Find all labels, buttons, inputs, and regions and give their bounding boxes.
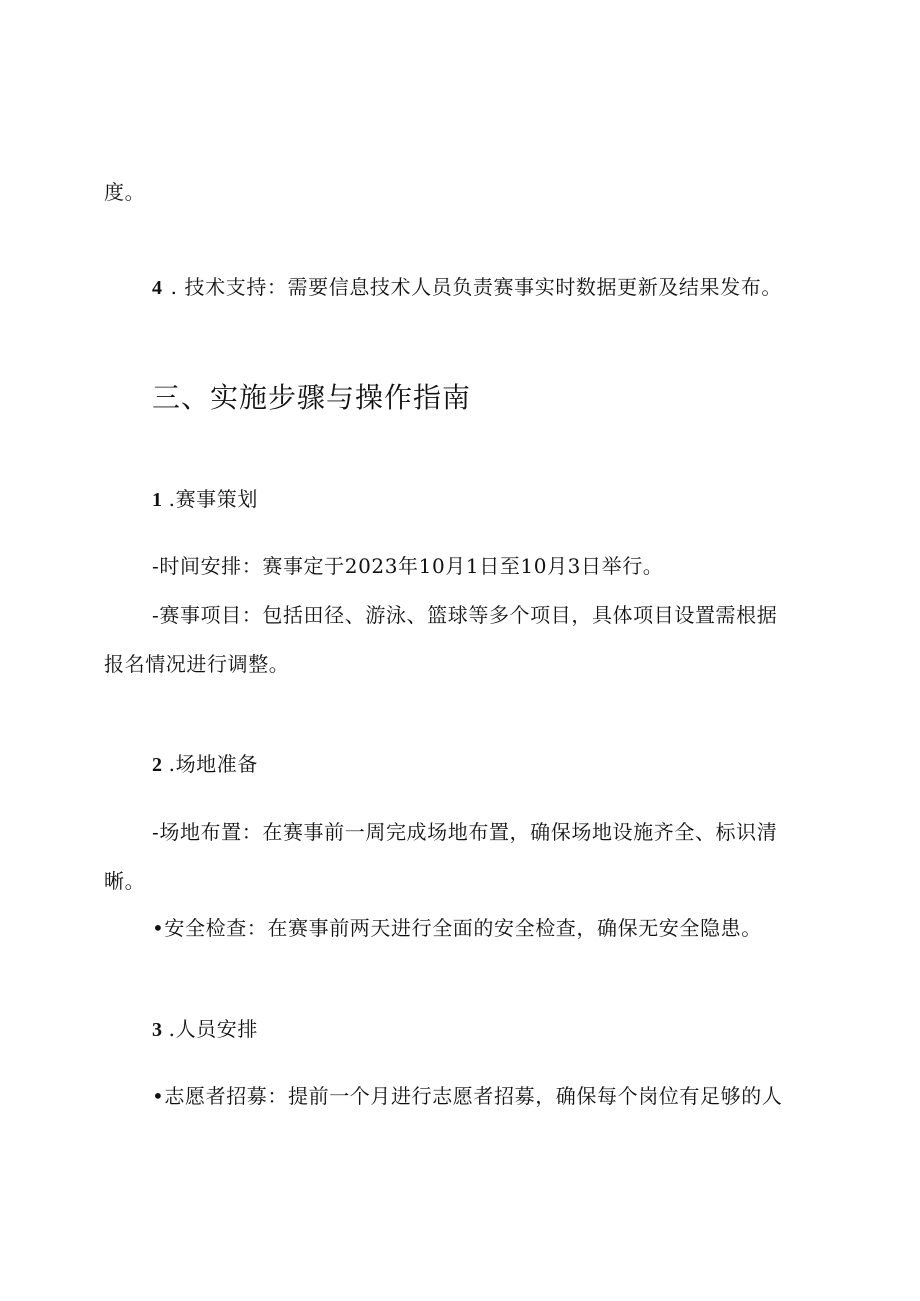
subsection-number: 1 [152,489,163,511]
tech-support-item [152,274,782,301]
subsection-title-planning [152,486,258,513]
safety-check-item: •安全检查：在赛事前两天进行全面的安全检查，确保无安全隐患。 [152,916,762,940]
item-number: 4 [152,277,163,299]
subsection-number: 2 [152,754,163,776]
subsection-text: .场地准备 [168,752,258,776]
subsection-text: .赛事策划 [168,487,258,511]
venue-layout-item: -场地布置：在赛事前一周完成场地布置，确保场地设施齐全、标识清 [152,820,778,844]
venue-layout-continuation: 晰。 [104,869,146,893]
section-heading: 三、实施步骤与操作指南 [152,381,472,414]
subsection-title-venue [152,751,258,778]
subsection-text: .人员安排 [168,1017,258,1041]
events-item-continuation: 报名情况进行调整。 [104,652,290,676]
schedule-item: -时间安排：赛事定于2023年10月1日至10月3日举行。 [152,554,664,578]
item-text: . 技术支持：需要信息技术人员负责赛事实时数据更新及结果发布。 [170,275,782,299]
subsection-number: 3 [152,1019,163,1041]
subsection-title-staffing [152,1016,258,1043]
continuation-line: 度。 [104,180,146,204]
volunteer-item: •志愿者招募：提前一个月进行志愿者招募，确保每个岗位有足够的人 [152,1084,783,1108]
events-item: -赛事项目：包括田径、游泳、篮球等多个项目，具体项目设置需根据 [152,603,778,627]
